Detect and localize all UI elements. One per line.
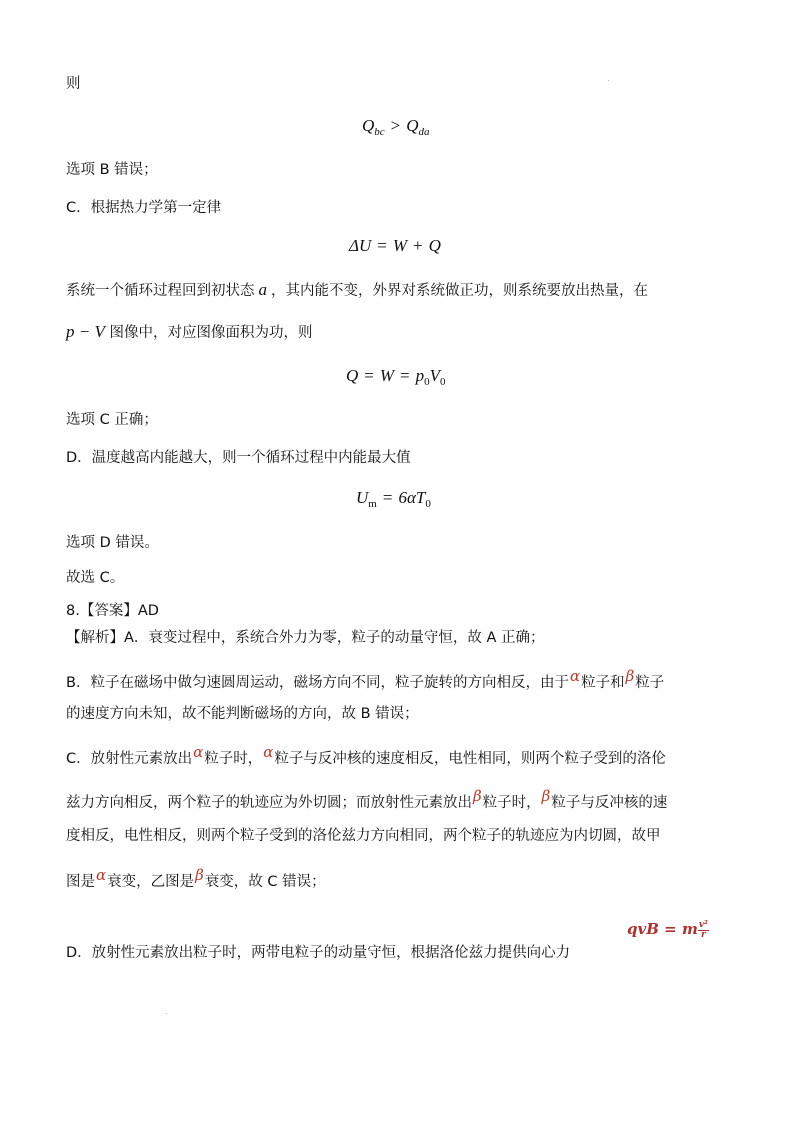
text-line: 则 — [66, 76, 81, 92]
beta-symbol: β — [625, 667, 635, 685]
alpha-symbol: α — [193, 743, 204, 761]
scan-dot — [166, 1013, 167, 1014]
scan-dot — [608, 80, 609, 81]
text-line: D．放射性元素放出粒子时，两带电粒子的动量守恒，根据洛伦兹力提供向心力 — [66, 945, 571, 961]
text-line: 图是α衰变，乙图是β衰变，故 C 错误； — [66, 866, 326, 890]
text-line: 【解析】A．衰变过程中，系统合外力为零，粒子的动量守恒，故 A 正确； — [66, 630, 545, 646]
text-line: 选项 D 错误。 — [66, 535, 159, 551]
alpha-symbol: α — [569, 667, 581, 685]
beta-symbol: β — [473, 787, 482, 805]
text-line: 度相反，电性相反，则两个粒子受到的洛伦兹力方向相同，两个粒子的轨迹应为内切圆，故甲 — [66, 828, 661, 844]
text-line: C．放射性元素放出α粒子时，α粒子与反冲核的速度相反，电性相同，则两个粒子受到的洛伦 — [66, 743, 666, 767]
text-line: 选项 B 错误； — [66, 162, 158, 178]
text-line: p − V 图像中，对应图像面积为功，则 — [66, 322, 313, 341]
text-line: 故选 C。 — [66, 570, 125, 586]
beta-symbol: β — [541, 787, 551, 805]
equation-lorentz-force: qvB = m $\frac{\text{v²}}{r}$ — [627, 919, 708, 940]
text-line: 的速度方向未知，故不能判断磁场的方向，故 B 错误； — [66, 706, 419, 722]
beta-symbol: β — [195, 866, 204, 884]
text-line: 兹力方向相反，两个粒子的轨迹应为外切圆；而放射性元素放出β粒子时，β粒子与反冲核的速 — [66, 787, 668, 811]
equation-max-energy: $U_m = 6\alpha T_0$ — [356, 488, 431, 510]
text-line: 系统一个循环过程回到初状态 a ，其内能不变，外界对系统做正功，则系统要放出热量，在 — [66, 280, 648, 299]
text-line: D．温度越高内能越大，则一个循环过程中内能最大值 — [66, 450, 411, 466]
text-line: C．根据热力学第一定律 — [66, 200, 222, 216]
text-line: B．粒子在磁场中做匀速圆周运动，磁场方向不同，粒子旋转的方向相反，由于α粒子和β粒子 — [66, 667, 665, 691]
equation-work: $Q = W = p_0V_0$ — [346, 366, 446, 388]
answer-heading: 8.【答案】AD — [66, 603, 159, 619]
alpha-symbol: α — [263, 743, 274, 761]
equation-first-law: ΔU = W + Q — [349, 236, 441, 255]
equation-q-compare: $Q_{bc} > Q_{da}$ — [362, 116, 430, 138]
alpha-symbol: α — [96, 866, 107, 884]
text-line: 选项 C 正确； — [66, 412, 158, 428]
